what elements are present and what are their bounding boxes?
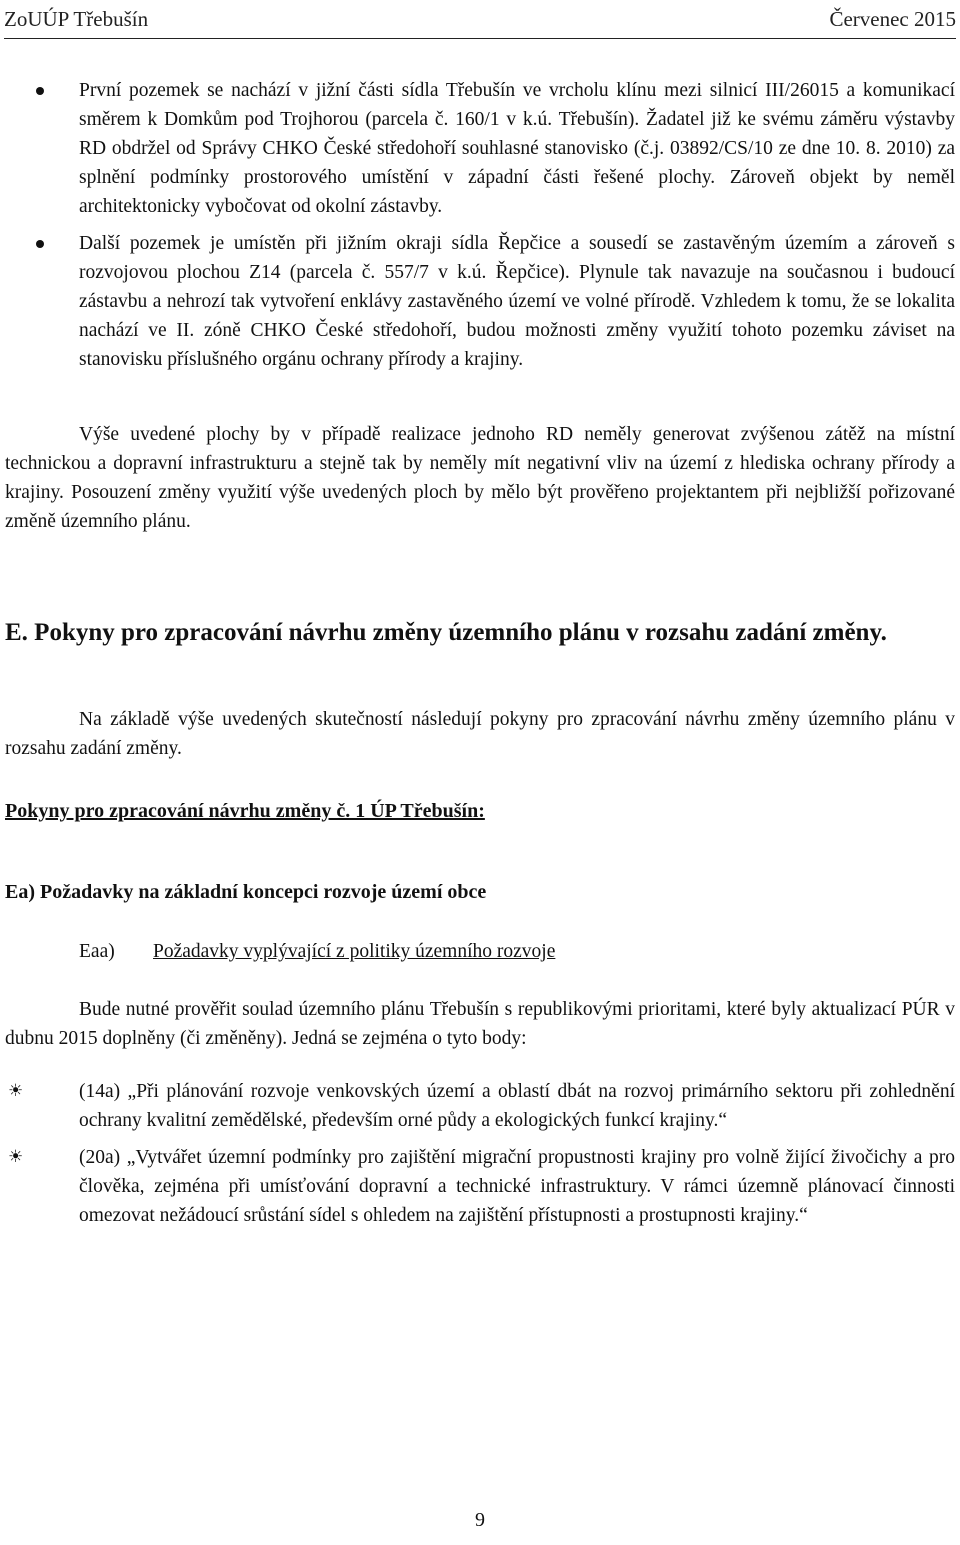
list-item-text: První pozemek se nachází v jižní části sídla Třebušín ve vrcholu klínu mezi silnicí III/26015 a komunikací směrem k Domkům pod Trojhorou (parcela č. 160/1 v k.ú. Třebušín). Žadatel již ke svému záměru výstavby RD obdržel od Správy CHKO České středohoří souhlasné stanovisko (č.j. 03892/CS/10 ze dne 10. 8. 2010) za splnění podmínky prostorového umístění v západní části řešené plochy. Zároveň objekt by neměl architektonicky vybočovat od okolní zástavby. [79, 80, 955, 217]
priority-list [5, 1077, 955, 1230]
paragraph-priorities-intro: Bude nutné prověřit soulad územního plánu Třebušín s republikovými prioritami, které byly aktualizací PÚR v dubnu 2015 doplněny (či změněny). Jedná se zejména o tyto body: [5, 999, 955, 1049]
eaa-title: Požadavky vyplývající z politiky územního rozvoje [153, 941, 556, 962]
paragraph-intro: Na základě výše uvedených skutečností následují pokyny pro zpracování návrhu změny územního plánu v rozsahu zadání změny. [5, 709, 955, 759]
instructions-heading: Pokyny pro zpracování návrhu změny č. 1 ÚP Třebušín: [5, 800, 485, 822]
paragraph-impact: Výše uvedené plochy by v případě realizace jednoho RD neměly generovat zvýšenou zátěž na místní technickou a dopravní infrastrukturu a stejně tak by neměly mít negativní vliv na území z hlediska ochrany přírody a krajiny. Posouzení změny využití výše uvedených ploch by mělo být prověřeno projektantem při nejbližší pořizované změně územního plánu. [5, 424, 955, 532]
eaa-code: Eaa) [79, 941, 115, 962]
priority-symbol-icon: ☀ [8, 1147, 24, 1167]
list-item [5, 1077, 955, 1135]
list-item-text: (14a) „Při plánování rozvoje venkovských území a oblastí dbát na rozvoj primárního sektoru při zohlednění ochrany kvalitní zemědělské, především orné půdy a ekologických funkcí krajiny.“ [79, 1081, 955, 1131]
page-body [5, 76, 955, 1238]
list-item [5, 76, 955, 221]
subsection-heading-ea: Ea) Požadavky na základní koncepci rozvoje území obce [5, 881, 487, 903]
section-heading-e: E. Pokyny pro zpracování návrhu změny územního plánu v rozsahu zadání změny. [5, 619, 887, 646]
list-item [5, 229, 955, 374]
document-title: ZoUÚP Třebušín [4, 7, 149, 31]
list-item-text: (20a) „Vytvářet územní podmínky pro zajištění migrační propustnosti krajiny pro volně žijící živočichy a pro člověka, zejména při umísťování dopravní a technické infrastruktury. V rámci územně plánovací činnosti omezovat nežádoucí srůstání sídel s ohledem na zajištění přístupnosti a prostupnosti krajiny.“ [79, 1147, 955, 1226]
list-item [5, 1143, 955, 1230]
priority-symbol-icon: ☀ [8, 1081, 24, 1101]
document-date: Červenec 2015 [829, 7, 956, 31]
bullet-icon [36, 87, 44, 95]
subsection-heading-eaa [5, 937, 955, 966]
page-header [4, 4, 956, 39]
list-item-text: Další pozemek je umístěn při jižním okraji sídla Řepčice a sousedí se zastavěným územím a zároveň s rozvojovou plochou Z14 (parcela č. 557/7 v k.ú. Řepčice). Plynule tak navazuje na současnou i budoucí zástavbu a nehrozí tak vytvoření enklávy zastavěného území ve volné přírodě. Vzhledem k tomu, že se lokalita nachází ve II. zóně CHKO České středohoří, budou možnosti změny využití tohoto pozemku záviset na stanovisku příslušného orgánu ochrany přírody a krajiny. [79, 233, 955, 370]
bullet-icon [36, 240, 44, 248]
page-number: 9 [475, 1509, 485, 1531]
bullet-list [5, 76, 955, 374]
